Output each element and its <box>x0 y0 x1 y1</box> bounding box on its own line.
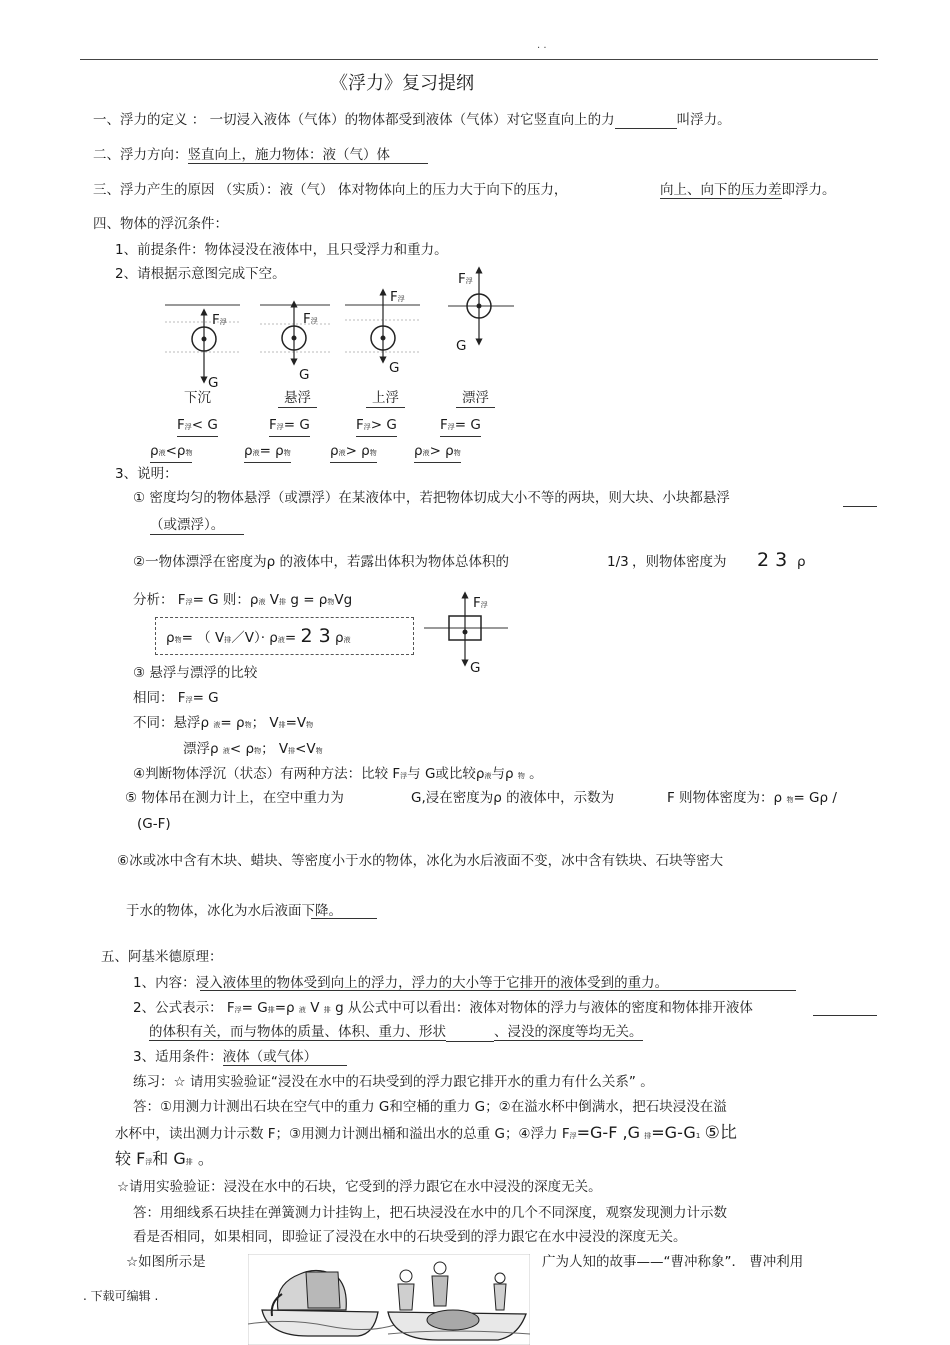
label-f-suspend: F浮 <box>303 311 318 327</box>
note6-b: 于水的物体，冰化为水后液面下降。 <box>126 903 342 919</box>
person-3-body <box>494 1284 506 1310</box>
answer2-line2: 看是否相同，如果相同，即验证了浸没在水中的石块受到的浮力跟它在水中浸没的深度无关。 <box>133 1229 687 1245</box>
s4-item1: 1、前提条件：物体浸没在液体中，且只受浮力和重力。 <box>115 242 448 258</box>
note2-rho: ρ <box>797 554 806 570</box>
note5-c: F 则物体密度为：ρ 物= Gρ / <box>667 790 837 806</box>
label-g-rise: G <box>389 360 400 376</box>
note4: ④判断物体浮沉（状态）有两种方法：比较 F浮与 G或比较ρ液与ρ 物 。 <box>133 766 543 782</box>
density-rel-suspend: ρ液= ρ物 <box>244 442 291 463</box>
note5-f: (G-F) <box>137 816 171 832</box>
state-float: 漂浮 <box>456 389 495 408</box>
s5-condition: 3、适用条件：液体（或气体） <box>133 1048 347 1066</box>
note3-diff2: 漂浮ρ 液< ρ物； V排<V物 <box>183 741 323 757</box>
s4-item3: 3、说明： <box>115 466 178 482</box>
state-sink: 下沉 <box>184 390 211 406</box>
note5-b: G,浸在密度为ρ 的液体中，示数为 <box>411 790 615 806</box>
note2-frac: 1/3 <box>607 554 629 570</box>
s5-formula: 2、公式表示： F浮= G排=ρ 液 V 排 g 从公式中可以看出：液体对物体的浮力与液体的密度和物体排开液体 <box>133 1000 753 1016</box>
person-3 <box>495 1273 505 1283</box>
force-rel-suspend: F浮= G <box>269 416 310 437</box>
buoyancy-diagram <box>150 262 530 390</box>
s5-content-underline <box>200 975 796 991</box>
label-g-suspend: G <box>299 367 310 383</box>
label-g-sink: G <box>208 375 219 391</box>
label-g-float: G <box>456 338 467 354</box>
s3-lead: 三、浮力产生的原因 （实质）：液（气） 体对物体向上的压力大于向下的压力， <box>93 182 568 198</box>
force-rel-rise: F浮> G <box>356 416 397 437</box>
force-rel-float: F浮= G <box>440 416 481 437</box>
note6-underline <box>311 903 377 919</box>
footer: . 下载可编辑 . <box>83 1289 159 1303</box>
note1-b: （或漂浮）。 <box>150 516 244 535</box>
note2-value: 2 3 <box>757 549 788 571</box>
note2-b: ，则物体密度为 <box>632 554 727 570</box>
s5-content: 1、内容：浸入液体里的物体受到向上的浮力，浮力的大小等于它排开的液体受到的重力。 <box>133 975 669 991</box>
note3-diff1: 不同：悬浮ρ 液= ρ物； V排=V物 <box>133 715 314 731</box>
floating-box-diagram <box>420 588 515 668</box>
note6-a: ⑥冰或冰中含有木块、蜡块、等密度小于水的物体，冰化为水后液面不变，冰中含有铁块、石块等密大 <box>117 853 724 869</box>
s2-line <box>93 146 428 164</box>
label-f-rise: F浮 <box>390 289 405 305</box>
density-rel-rise: ρ液> ρ物 <box>330 442 377 463</box>
header-dots: . . <box>537 40 547 51</box>
elephant-blanket <box>306 1272 340 1308</box>
note1-a: ① 密度均匀的物体悬浮（或漂浮）在某液体中，若把物体切成大小不等的两块，则大块、小块都悬浮 <box>133 490 730 506</box>
density-rel-float: ρ液> ρ物 <box>414 442 461 463</box>
state-rise: 上浮 <box>366 389 405 408</box>
s1-tail: 叫浮力。 <box>676 112 731 128</box>
cao-chong-illustration <box>248 1254 530 1345</box>
answer2-line1: 答：用细线系石块挂在弹簧测力计挂钩上，把石块浸没在水中的几个不同深度，观察发现测力计示数 <box>133 1205 727 1221</box>
person-1-body <box>398 1284 414 1310</box>
state-suspend: 悬浮 <box>278 389 317 408</box>
s3-answer-wrap <box>660 181 836 199</box>
analysis-box-text: ρ物= （ V排／V）· ρ液= 2 3 ρ液 <box>166 625 351 647</box>
s5-formula-cont: 的体积有关，而与物体的质量、体积、重力、形状 、浸没的深度等均无关。 <box>149 1024 643 1040</box>
analysis-line: 分析： F浮= G 则：ρ液 V排 g = ρ物Vg <box>133 592 353 608</box>
practice-3-a: ☆如图所示是 <box>126 1254 206 1270</box>
s2-lead: 二、浮力方向： <box>93 147 188 163</box>
answer1-line1: 答：①用测力计测出石块在空气中的重力 G和空桶的重力 G；②在溢水杯中倒满水，把石块浸没在溢 <box>133 1099 727 1115</box>
label-f-float: F浮 <box>458 271 473 287</box>
practice-2: ☆请用实验验证：浸没在水中的石块，它受到的浮力跟它在水中浸没的深度无关。 <box>117 1179 602 1195</box>
note2-a: ②一物体漂浮在密度为ρ 的液体中，若露出体积为物体总体积的 <box>133 554 509 570</box>
label-f-box: F浮 <box>473 595 488 611</box>
s3-tail: 即浮力。 <box>781 182 836 198</box>
note3-same: 相同： F浮= G <box>133 690 219 706</box>
density-rel-sink: ρ液<ρ物 <box>150 442 192 463</box>
s3-line <box>93 181 567 199</box>
label-f-sink: F浮 <box>212 312 227 328</box>
s2-answer: 竖直向上，施力物体：液（气）体 <box>188 147 429 164</box>
force-rel-sink: F浮< G <box>177 416 218 437</box>
stone-pile <box>427 1310 479 1330</box>
note1-blank <box>843 496 877 507</box>
note5-a: ⑤ 物体吊在测力计上，在空中重力为 <box>125 790 344 806</box>
s1-blank <box>615 114 677 129</box>
page-title: 《浮力》复习提纲 <box>330 73 474 94</box>
answer1-line2: 水杯中，读出测力计示数 F；③用测力计测出桶和溢出水的总重 G；④浮力 F浮=G-F ,G 排=G-G1 ⑤比 <box>115 1123 737 1143</box>
person-2 <box>434 1262 446 1274</box>
person-1 <box>400 1270 412 1282</box>
note3: ③ 悬浮与漂浮的比较 <box>133 665 258 681</box>
practice-1: 练习：☆ 请用实验验证“浸没在水中的石块受到的浮力跟它排开水的重力有什么关系” 。 <box>133 1074 654 1090</box>
s4-heading: 四、物体的浮沉条件： <box>93 216 228 232</box>
label-g-box: G <box>470 660 481 676</box>
header-rule <box>80 59 878 60</box>
s5-formula-blank <box>813 1002 877 1016</box>
s4-item2: 2、请根据示意图完成下空。 <box>115 266 286 282</box>
s1-lead: 一、浮力的定义 ： 一切浸入液体（气体）的物体都受到液体（气体）对它竖直向上的力 <box>93 112 615 128</box>
answer1-line3: 较 F浮和 G排 。 <box>115 1149 214 1168</box>
s3-answer: 向上、向下的压力差 <box>660 182 782 198</box>
practice-3-b: 广为人知的故事——“曹冲称象”． 曹冲利用 <box>542 1254 804 1270</box>
s1-line <box>93 111 731 129</box>
s5-heading: 五、阿基米德原理： <box>101 949 223 965</box>
person-2-body <box>432 1276 448 1306</box>
